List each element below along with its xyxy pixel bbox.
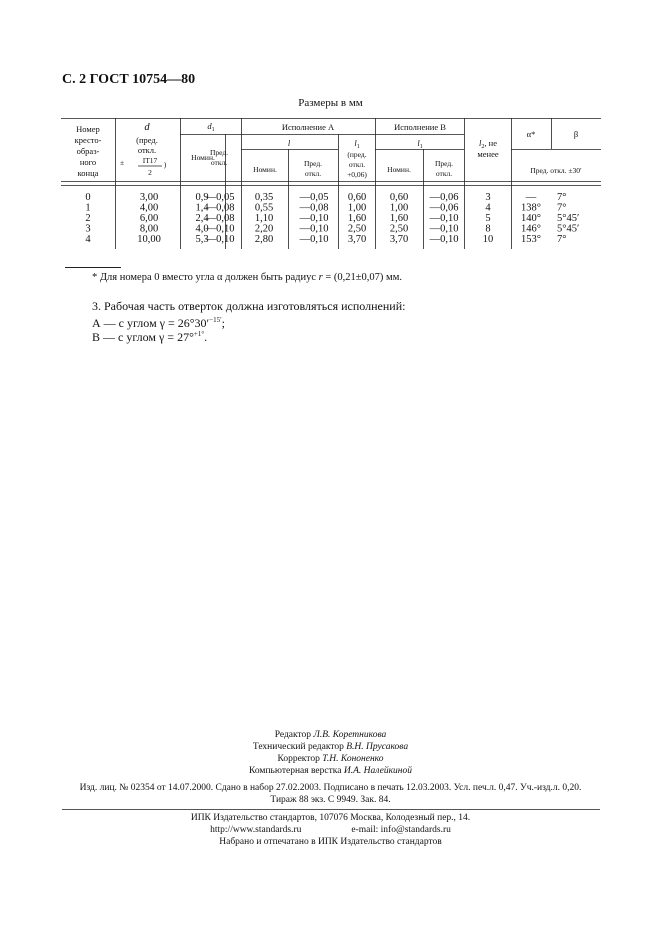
cell-la-nom: 1,10 xyxy=(254,213,274,224)
cell-la-nom: 2,80 xyxy=(254,234,274,245)
table-row xyxy=(85,213,579,224)
divider xyxy=(62,809,600,810)
cell-la-dev: —0,10 xyxy=(299,213,329,224)
footnote: * Для номера 0 вместо угла α должен быть радиус r = (0,21±0,07) мм. xyxy=(92,272,402,283)
header-d-pm: ± xyxy=(119,158,125,167)
header-la-pred-1: Пред. xyxy=(303,159,323,168)
cell-alpha: 153° xyxy=(521,234,541,245)
cell-la-dev: —0,05 xyxy=(299,192,329,203)
cell-la-nom: 2,20 xyxy=(254,223,274,235)
cell-la-dev: —0,10 xyxy=(299,223,329,235)
header-ispolnenie-a: Исполнение А xyxy=(281,122,335,132)
header-d1-pred-1: Пред. xyxy=(209,148,229,157)
header-d1: $d_1$ xyxy=(207,121,215,133)
cell-la-dev: —0,10 xyxy=(299,234,329,245)
dimensions-table xyxy=(61,118,601,249)
table-caption: Размеры в мм xyxy=(298,97,363,109)
cell-d: 10,00 xyxy=(137,234,161,245)
cell-l1b-dev: —0,10 xyxy=(429,213,459,224)
header-d-note-2: откл. xyxy=(137,145,157,155)
cell-d: 8,00 xyxy=(139,223,159,235)
cell-l1b-nom: 1,00 xyxy=(389,202,409,214)
cell-d: 4,00 xyxy=(139,202,159,214)
header-pred-30: Пред. откл. ±30′ xyxy=(530,166,582,175)
cell-beta: 5°45′ xyxy=(557,213,580,224)
cell-number: 1 xyxy=(85,202,91,214)
cell-l2: 4 xyxy=(485,202,491,214)
cell-d1-nom: 2,4 xyxy=(195,213,209,224)
cell-l2: 5 xyxy=(485,213,491,224)
printed-by: Набрано и отпечатано в ИПК Издательство стандартов xyxy=(219,837,442,847)
cell-d1-dev: —0,05 xyxy=(205,192,235,203)
table-row xyxy=(85,192,566,203)
cell-number: 4 xyxy=(85,234,91,245)
cell-l1b-dev: —0,06 xyxy=(429,192,459,203)
header-d1-nomin: Номин. xyxy=(191,153,215,162)
header-d-num: IT17 xyxy=(142,156,158,165)
credit-corrector: Корректор Т.Н. Кононенко xyxy=(277,754,384,764)
cell-l1a: 1,60 xyxy=(347,213,367,224)
table-row xyxy=(85,224,579,235)
header-d-close: ) xyxy=(163,160,167,169)
page-header: С. 2 ГОСТ 10754—80 xyxy=(62,72,196,87)
header-beta: β xyxy=(573,129,579,139)
header-nomer-1: Номер xyxy=(76,124,100,134)
header-l1-a-note-3: +0,06) xyxy=(347,170,367,179)
cell-l1b-nom: 3,70 xyxy=(389,234,409,245)
cell-d1-nom: 1,4 xyxy=(195,202,209,214)
header-lb-pred-1: Пред. xyxy=(434,159,454,168)
cell-l1a: 3,70 xyxy=(347,234,367,245)
header-la-nomin: Номин. xyxy=(253,165,277,174)
cell-d1-dev: —0,08 xyxy=(205,213,235,224)
cell-d1-dev: —0,08 xyxy=(205,202,235,214)
cell-number: 3 xyxy=(85,223,91,235)
variant-b: В — с углом γ = 27°$^{+1^\circ}$. xyxy=(92,330,208,344)
print-run: Тираж 88 экз. С 9949. Зак. 84. xyxy=(270,795,391,805)
header-nomer-5: конца xyxy=(77,168,99,178)
cell-l1b-dev: —0,10 xyxy=(429,223,459,235)
cell-l1b-dev: —0,06 xyxy=(429,202,459,214)
cell-beta: 7° xyxy=(557,234,567,245)
header-l2: $l_2$, не xyxy=(479,138,497,150)
cell-beta: 5°45′ xyxy=(557,223,580,235)
publisher-contacts: http://www.standards.ru e-mail: info@standards.ru xyxy=(210,825,451,835)
header-l1-b: $l_1$ xyxy=(417,138,423,150)
cell-la-nom: 0,35 xyxy=(254,192,274,203)
cell-l2: 8 xyxy=(485,223,491,235)
header-d-den: 2 xyxy=(148,168,152,177)
header-nomer-4: ного xyxy=(79,157,97,167)
header-d1-pred-2: откл. xyxy=(210,158,228,167)
variant-a: А — с углом $\gamma = 26^\circ 30'^{-15'}$; xyxy=(92,316,225,330)
cell-alpha: 146° xyxy=(521,223,541,235)
cell-alpha: — xyxy=(525,192,537,203)
cell-d1-nom: 5,3 xyxy=(195,234,209,245)
cell-d1-nom: 0,9 xyxy=(195,192,209,203)
cell-beta: 7° xyxy=(557,202,567,214)
cell-number: 0 xyxy=(85,192,91,203)
cell-la-nom: 0,55 xyxy=(254,202,274,214)
header-lb-nomin: Номин. xyxy=(387,165,411,174)
header-l1-a-note-2: откл. xyxy=(348,160,366,169)
col-number-header xyxy=(75,124,102,178)
header-la-pred-2: откл. xyxy=(304,169,322,178)
footnote-rule xyxy=(65,267,121,268)
cell-alpha: 138° xyxy=(521,202,541,214)
cell-l1b-dev: —0,10 xyxy=(429,234,459,245)
header-d: d xyxy=(144,122,150,133)
publication-info: Изд. лиц. № 02354 от 14.07.2000. Сдано в набор 27.02.2003. Подписано в печать 12.03.2003. Усл. печ.л. 0,47. Уч.-изд.л. 0,20. xyxy=(79,783,582,793)
cell-beta: 7° xyxy=(557,192,567,203)
cell-l2: 3 xyxy=(485,192,491,203)
header-ispolnenie-b: Исполнение В xyxy=(394,122,446,132)
credit-editor: Редактор Л.В. Коретникова xyxy=(274,730,387,740)
cell-d1-dev: —0,10 xyxy=(205,223,235,235)
header-nomer-2: кресто- xyxy=(74,135,102,145)
table-row xyxy=(85,203,566,214)
publisher-address: ИПК Издательство стандартов, 107076 Москва, Колодезный пер., 14. xyxy=(190,813,471,823)
credit-layout: Компьютерная верстка И.А. Налейкиной xyxy=(249,766,412,776)
header-l2-menee: менее xyxy=(477,149,499,159)
cell-l1b-nom: 2,50 xyxy=(389,223,409,235)
paragraph-3: 3. Рабочая часть отверток должна изготовляться исполнений: xyxy=(92,299,406,313)
header-lb-pred-2: откл. xyxy=(435,169,453,178)
cell-d: 6,00 xyxy=(139,213,159,224)
header-l: l xyxy=(287,138,291,148)
header-d-note-1: (пред. xyxy=(136,135,158,145)
col-d-header xyxy=(120,122,167,177)
cell-l1a: 2,50 xyxy=(347,223,367,235)
header-alpha: α* xyxy=(526,129,536,139)
cell-l1b-nom: 1,60 xyxy=(389,213,409,224)
cell-number: 2 xyxy=(85,213,91,224)
cell-d1-nom: 4,0 xyxy=(195,223,209,235)
table-row xyxy=(85,234,566,245)
header-nomer-3: образ- xyxy=(76,146,100,156)
cell-d: 3,00 xyxy=(139,192,159,203)
cell-d1-dev: —0,10 xyxy=(205,234,235,245)
cell-l2: 10 xyxy=(482,234,494,245)
header-l1-a-note-1: (пред. xyxy=(347,150,367,159)
cell-l1a: 0,60 xyxy=(347,192,367,203)
cell-l1b-nom: 0,60 xyxy=(389,192,409,203)
cell-la-dev: —0,08 xyxy=(299,202,329,214)
header-l1-a: $l_1$ xyxy=(354,138,360,150)
cell-l1a: 1,00 xyxy=(347,202,367,214)
table-body xyxy=(85,192,579,245)
cell-alpha: 140° xyxy=(521,213,541,224)
credit-tech-editor: Технический редактор В.Н. Прусакова xyxy=(252,742,409,752)
